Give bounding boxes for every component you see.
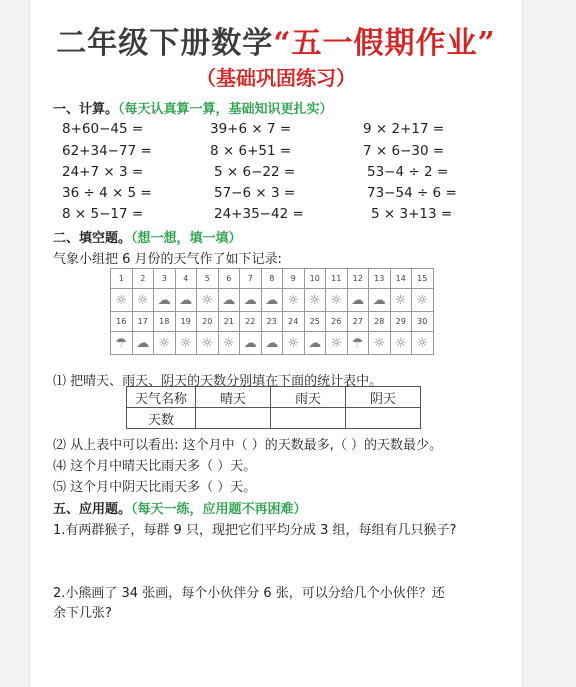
- weather-statistics-table: [126, 386, 421, 429]
- sun-icon: ☼: [369, 332, 391, 355]
- section-hint: （每天认真算一算，基础知识更扎实）: [118, 102, 333, 117]
- cloud-icon: ☁: [175, 289, 197, 312]
- day-number: 28: [369, 312, 391, 332]
- day-number: 4: [175, 269, 197, 289]
- day-number: 30: [412, 312, 434, 332]
- cloud-icon: ☁: [261, 332, 283, 355]
- cloud-icon: ☁: [240, 332, 262, 355]
- day-number: 17: [132, 312, 154, 332]
- cloud-icon: ☁: [347, 289, 369, 312]
- day-number: 2: [132, 269, 154, 289]
- calc-problem: 24+7 × 3 =: [62, 164, 144, 180]
- day-number: 3: [154, 269, 176, 289]
- day-number: 29: [390, 312, 412, 332]
- cloud-icon: ☁: [132, 332, 154, 355]
- day-number: 19: [175, 312, 197, 332]
- calc-problem: 8 × 5−17 =: [62, 206, 144, 222]
- sun-icon: ☼: [197, 289, 219, 312]
- cloud-icon: ☁: [154, 289, 176, 312]
- sun-icon: ☼: [304, 289, 326, 312]
- sun-icon: ☼: [412, 332, 434, 355]
- calc-problem: 57−6 × 3 =: [214, 185, 296, 201]
- stat-header: 晴天: [196, 387, 271, 408]
- day-number: 8: [261, 269, 283, 289]
- weather-intro: 气象小组把 6 月份的天气作了如下记录:: [53, 252, 282, 267]
- section-label: 五、应用题。: [53, 502, 132, 517]
- day-number: 10: [304, 269, 326, 289]
- cloud-icon: ☁: [261, 289, 283, 312]
- sun-icon: ☼: [283, 332, 305, 355]
- day-number: 23: [261, 312, 283, 332]
- section-calculation-heading: [53, 98, 333, 117]
- sun-icon: ☼: [175, 332, 197, 355]
- question-1: ⑴ 把晴天、雨天、阴天的天数分别填在下面的统计表中。: [53, 374, 383, 389]
- sun-icon: ☼: [218, 332, 240, 355]
- section-label: 二、填空题。: [53, 231, 132, 246]
- calc-problem: 36 ÷ 4 × 5 =: [62, 185, 152, 201]
- stat-header: 雨天: [271, 387, 346, 408]
- day-number: 22: [240, 312, 262, 332]
- day-number: 6: [218, 269, 240, 289]
- calc-problem: 39+6 × 7 =: [210, 121, 292, 137]
- day-number: 9: [283, 269, 305, 289]
- calc-problem: 24+35−42 =: [214, 206, 304, 222]
- stat-blank-cell[interactable]: [196, 408, 271, 429]
- stat-blank-cell[interactable]: [346, 408, 421, 429]
- title-highlight: “五一假期作业”: [273, 26, 496, 61]
- calc-row: [30, 185, 522, 205]
- question-5: ⑸ 这个月中阴天比雨天多（ ）天。: [53, 480, 257, 495]
- sun-icon: ☼: [111, 289, 133, 312]
- sun-icon: ☼: [390, 289, 412, 312]
- word-problem-1: 1.有两群猴子，每群 9 只，现把它们平均分成 3 组，每组有几只猴子?: [53, 523, 457, 538]
- calc-problem: 73−54 ÷ 6 =: [367, 185, 457, 201]
- section-word-problems-heading: [53, 498, 307, 517]
- day-number: 26: [326, 312, 348, 332]
- section-fill-blank-heading: [53, 227, 242, 246]
- calc-row: [30, 164, 522, 184]
- day-number: 12: [347, 269, 369, 289]
- weather-icon-row: [111, 332, 434, 355]
- page-subtitle: （基础巩固练习）: [196, 66, 356, 90]
- stat-header: 天气名称: [127, 387, 196, 408]
- weather-record-table: [110, 268, 434, 355]
- stat-row-label: 天数: [127, 408, 196, 429]
- sun-icon: ☼: [326, 289, 348, 312]
- calc-problem: 62+34−77 =: [62, 143, 152, 159]
- day-number: 1: [111, 269, 133, 289]
- day-number-row: [111, 312, 434, 332]
- weather-icon-row: [111, 289, 434, 312]
- cloud-icon: ☁: [369, 289, 391, 312]
- section-hint: （想一想，填一填）: [131, 231, 242, 246]
- calc-problem: 7 × 6−30 =: [363, 143, 445, 159]
- day-number: 13: [369, 269, 391, 289]
- day-number: 14: [390, 269, 412, 289]
- day-number: 20: [197, 312, 219, 332]
- cloud-icon: ☁: [218, 289, 240, 312]
- worksheet-page: [29, 0, 523, 687]
- question-4: ⑷ 这个月中晴天比雨天多（ ）天。: [53, 459, 257, 474]
- sun-icon: ☼: [326, 332, 348, 355]
- day-number-row: [111, 269, 434, 289]
- day-number: 7: [240, 269, 262, 289]
- sun-icon: ☼: [132, 289, 154, 312]
- rain-icon: ☂: [111, 332, 133, 355]
- calc-problem: 53−4 ÷ 2 =: [367, 164, 449, 180]
- sun-icon: ☼: [197, 332, 219, 355]
- title-main: 二年级下册数学: [56, 26, 274, 61]
- calc-problem: 5 × 6−22 =: [214, 164, 296, 180]
- word-problem-2: 2.小熊画了 34 张画，每个小伙伴分 6 张，可以分给几个小伙伴？还: [53, 586, 445, 601]
- day-number: 5: [197, 269, 219, 289]
- page-title: [30, 18, 522, 62]
- calc-problem: 9 × 2+17 =: [363, 121, 445, 137]
- day-number: 24: [283, 312, 305, 332]
- sun-icon: ☼: [154, 332, 176, 355]
- stat-blank-cell[interactable]: [271, 408, 346, 429]
- day-number: 21: [218, 312, 240, 332]
- sun-icon: ☼: [412, 289, 434, 312]
- calc-row: [30, 121, 522, 141]
- calc-row: [30, 206, 522, 226]
- day-number: 11: [326, 269, 348, 289]
- sun-icon: ☼: [283, 289, 305, 312]
- day-number: 25: [304, 312, 326, 332]
- calc-problem: 8+60−45 =: [62, 121, 144, 137]
- calc-problem: 5 × 3+13 =: [371, 206, 453, 222]
- word-problem-2-cont: 余下几张?: [53, 606, 112, 621]
- sun-icon: ☼: [390, 332, 412, 355]
- section-hint: （每天一练，应用题不再困难）: [131, 502, 307, 517]
- day-number: 16: [111, 312, 133, 332]
- section-label: 一、计算。: [53, 102, 119, 117]
- day-number: 15: [412, 269, 434, 289]
- cloud-icon: ☁: [304, 332, 326, 355]
- day-number: 27: [347, 312, 369, 332]
- day-number: 18: [154, 312, 176, 332]
- rain-icon: ☂: [347, 332, 369, 355]
- calc-problem: 8 × 6+51 =: [210, 143, 292, 159]
- cloud-icon: ☁: [240, 289, 262, 312]
- stat-header: 阴天: [346, 387, 421, 408]
- calc-row: [30, 143, 522, 163]
- question-2: ⑵ 从上表中可以看出: 这个月中（ ）的天数最多,（ ）的天数最少。: [53, 438, 443, 453]
